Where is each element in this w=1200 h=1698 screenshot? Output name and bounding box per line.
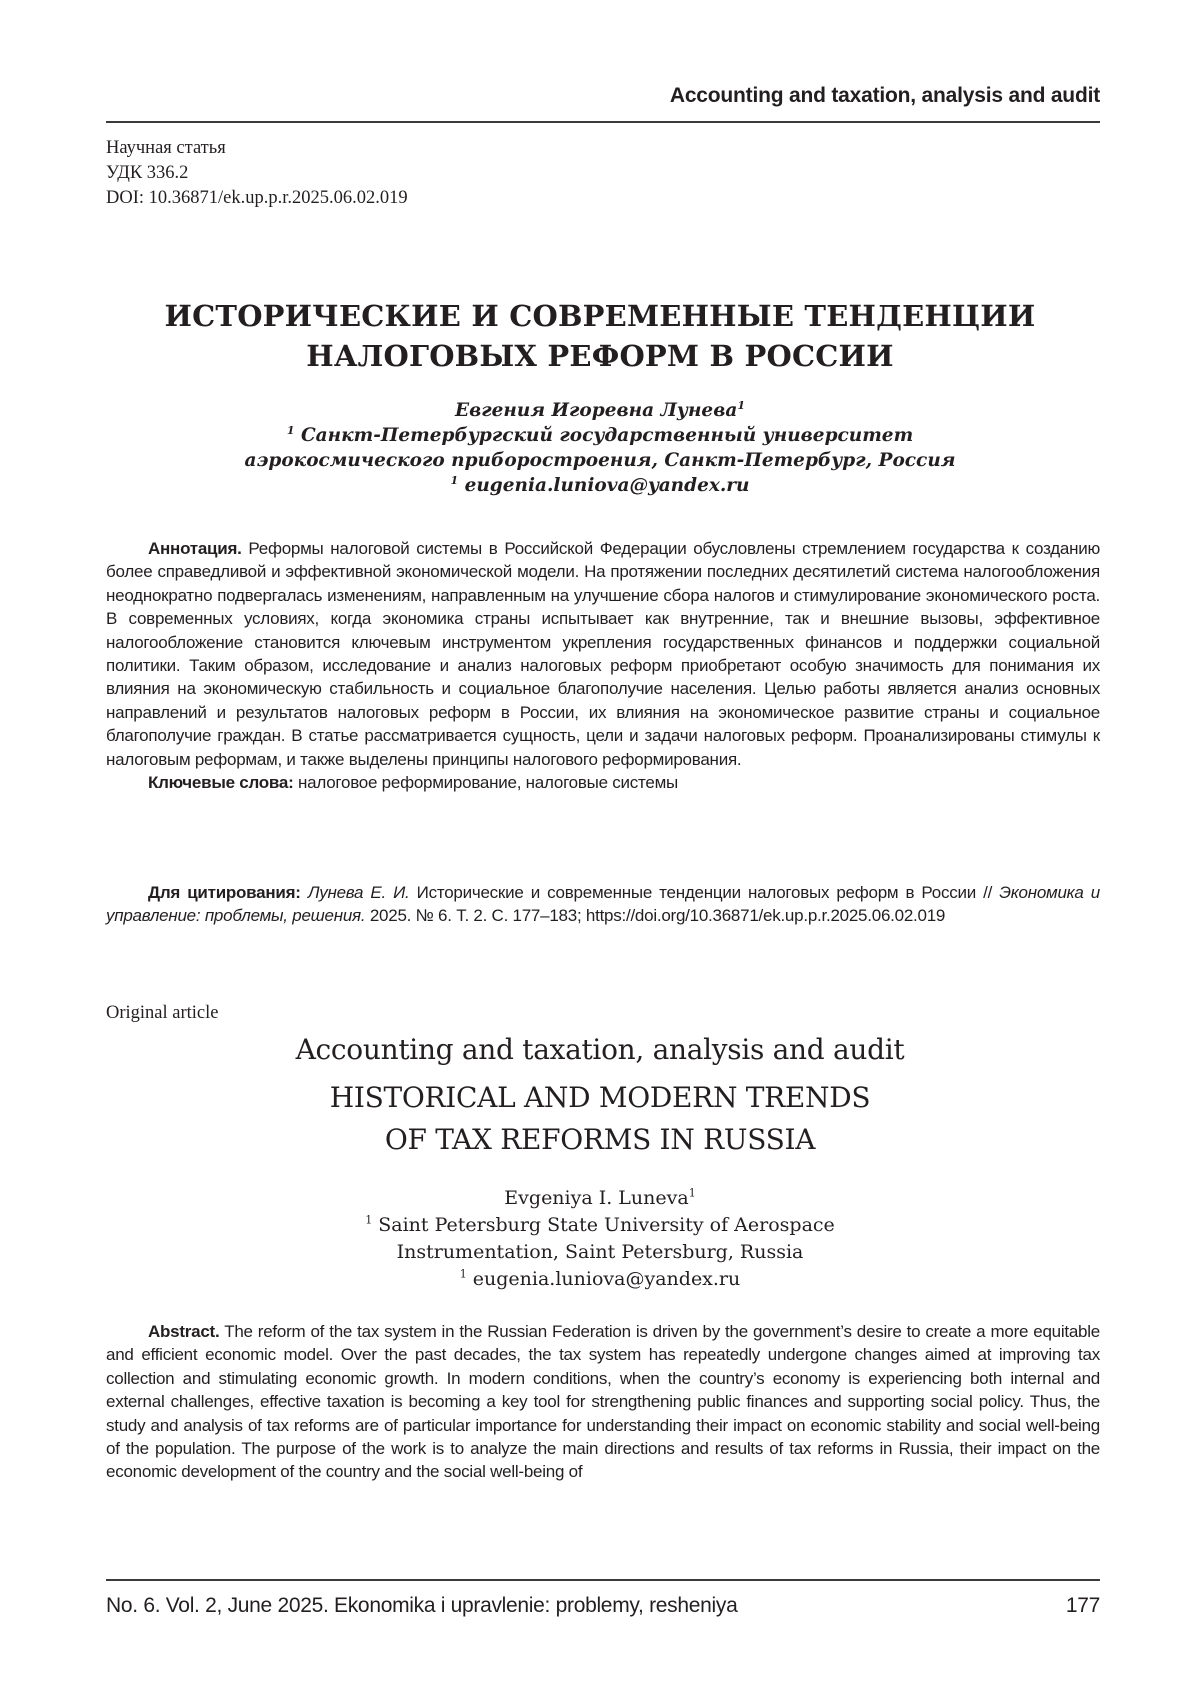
citation-journal: Экономика и управление: проблемы, решения. <box>106 883 1100 926</box>
footer-divider <box>106 1579 1100 1581</box>
ru-abstract-paragraph <box>106 537 1100 771</box>
en-title-line: HISTORICAL AND MODERN TRENDS <box>329 1081 871 1114</box>
footnote-marker: 1 <box>459 1267 467 1281</box>
ru-author <box>100 398 1100 423</box>
ru-title-line: ИСТОРИЧЕСКИЕ И СОВРЕМЕННЫЕ ТЕНДЕНЦИИ <box>164 299 1036 333</box>
ru-keywords-text: налоговое реформирование, налоговые системы <box>298 773 678 793</box>
en-email <box>100 1266 1100 1293</box>
page-footer <box>106 1594 1100 1618</box>
en-affiliation-line: Saint Petersburg State University of Aerospace <box>378 1214 835 1236</box>
en-author-name: Evgeniya I. Luneva <box>504 1187 689 1209</box>
footnote-marker: 1 <box>365 1213 373 1227</box>
en-title-line: OF TAX REFORMS IN RUSSIA <box>384 1123 816 1156</box>
page-number: 177 <box>1065 1594 1100 1617</box>
footer-journal-info: No. 6. Vol. 2, June 2025. Ekonomika i upravlenie: problemy, resheniya <box>106 1594 738 1617</box>
ru-abstract <box>106 537 1100 794</box>
citation-paragraph <box>106 881 1100 928</box>
en-abstract-text: The reform of the tax system in the Russian Federation is driven by the government’s desire to create a more equitable and efficient economic model. Over the past decades, the tax system has repeatedly undergone changes aimed at improving tax collection and stimulating economic growth. In modern conditions, when the country’s economy is experiencing both internal and external challenges, effective taxation is becoming a key tool for strengthening public finances and supporting social policy. Thus, the study and analysis of tax reforms are of particular importance for understanding their impact on economic stability and social well-being of the population. The purpose of the work is to analyze the main directions and results of tax reforms in Russia, their impact on the economic development of the country and the social well-being of <box>106 1322 1100 1482</box>
en-affiliation <box>100 1212 1100 1239</box>
ru-affiliation <box>100 423 1100 448</box>
ru-email <box>100 473 1100 498</box>
header-divider <box>106 121 1100 123</box>
en-title <box>100 1077 1100 1161</box>
ru-title-line: НАЛОГОВЫХ РЕФОРМ В РОССИИ <box>306 339 894 373</box>
citation-details[interactable]: 2025. № 6. Т. 2. С. 177–183; https://doi.org/10.36871/ek.up.p.r.2025.06.02.019 <box>369 906 946 926</box>
citation-label: Для цитирования: <box>148 883 301 902</box>
footnote-marker: 1 <box>450 473 459 487</box>
footnote-marker: 1 <box>737 398 745 412</box>
en-author <box>100 1185 1100 1212</box>
en-affiliation: Instrumentation, Saint Petersburg, Russia <box>396 1241 804 1263</box>
en-abstract <box>106 1320 1100 1484</box>
en-abstract-paragraph <box>106 1320 1100 1484</box>
ru-email-link[interactable]: eugenia.luniova@yandex.ru <box>464 475 750 496</box>
ru-keywords <box>106 771 1100 794</box>
article-meta <box>106 136 408 211</box>
doi: DOI: 10.36871/ek.up.p.r.2025.06.02.019 <box>106 188 408 208</box>
ru-affiliation: аэрокосмического приборостроения, Санкт-Петербург, Россия <box>244 450 956 471</box>
en-abstract-label: Abstract. <box>148 1322 220 1341</box>
article-type: Научная статья <box>106 138 226 158</box>
en-author-block <box>100 1185 1100 1293</box>
citation-author: Лунева Е. И. <box>307 883 410 902</box>
footnote-marker: 1 <box>688 1186 696 1200</box>
citation-title: Исторические и современные тенденции налоговых реформ в России // <box>416 883 993 902</box>
ru-author-block <box>100 398 1100 498</box>
en-rubric: Accounting and taxation, analysis and audit <box>295 1033 905 1066</box>
running-head: Accounting and taxation, analysis and audit <box>669 84 1100 107</box>
citation-block <box>106 881 1100 928</box>
ru-abstract-text: Реформы налоговой системы в Российской Федерации обусловлены стремлением государства к созданию более справедливой и эффективной экономической модели. На протяжении последних десятилетий система налогообложения неоднократно подвергалась изменениям, направленным на улучшение сбора налогов и стимулирование экономического роста. В современных условиях, когда экономика страны испытывает как внутренние, так и внешние вызовы, эффективное налогообложение становится ключевым инструментом укрепления государственных финансов и поддержки социальной политики. Таким образом, исследование и анализ налоговых реформ приобретают особую значимость для понимания их влияния на экономическую стабильность и социальное благополучие населения. Целью работы является анализ основных направлений и результатов налоговых реформ в России, их влияния на экономическое развитие страны и социальное благополучие граждан. В статье рассматривается сущность, цели и задачи налоговых реформ. Проанализированы стимулы к налоговым реформам, и также выделены принципы налогового реформирования. <box>106 539 1100 769</box>
udc-code: УДК 336.2 <box>106 163 189 183</box>
ru-keywords-label: Ключевые слова: <box>148 773 294 793</box>
ru-title <box>100 296 1100 376</box>
en-email-link[interactable]: eugenia.luniova@yandex.ru <box>472 1268 741 1290</box>
footnote-marker: 1 <box>286 423 295 437</box>
ru-affiliation-line: Санкт-Петербургский государственный университет <box>300 425 914 446</box>
ru-abstract-label: Аннотация. <box>148 539 242 558</box>
ru-author-name: Евгения Игоревна Лунева <box>455 400 738 421</box>
en-article-type: Original article <box>106 1003 219 1023</box>
